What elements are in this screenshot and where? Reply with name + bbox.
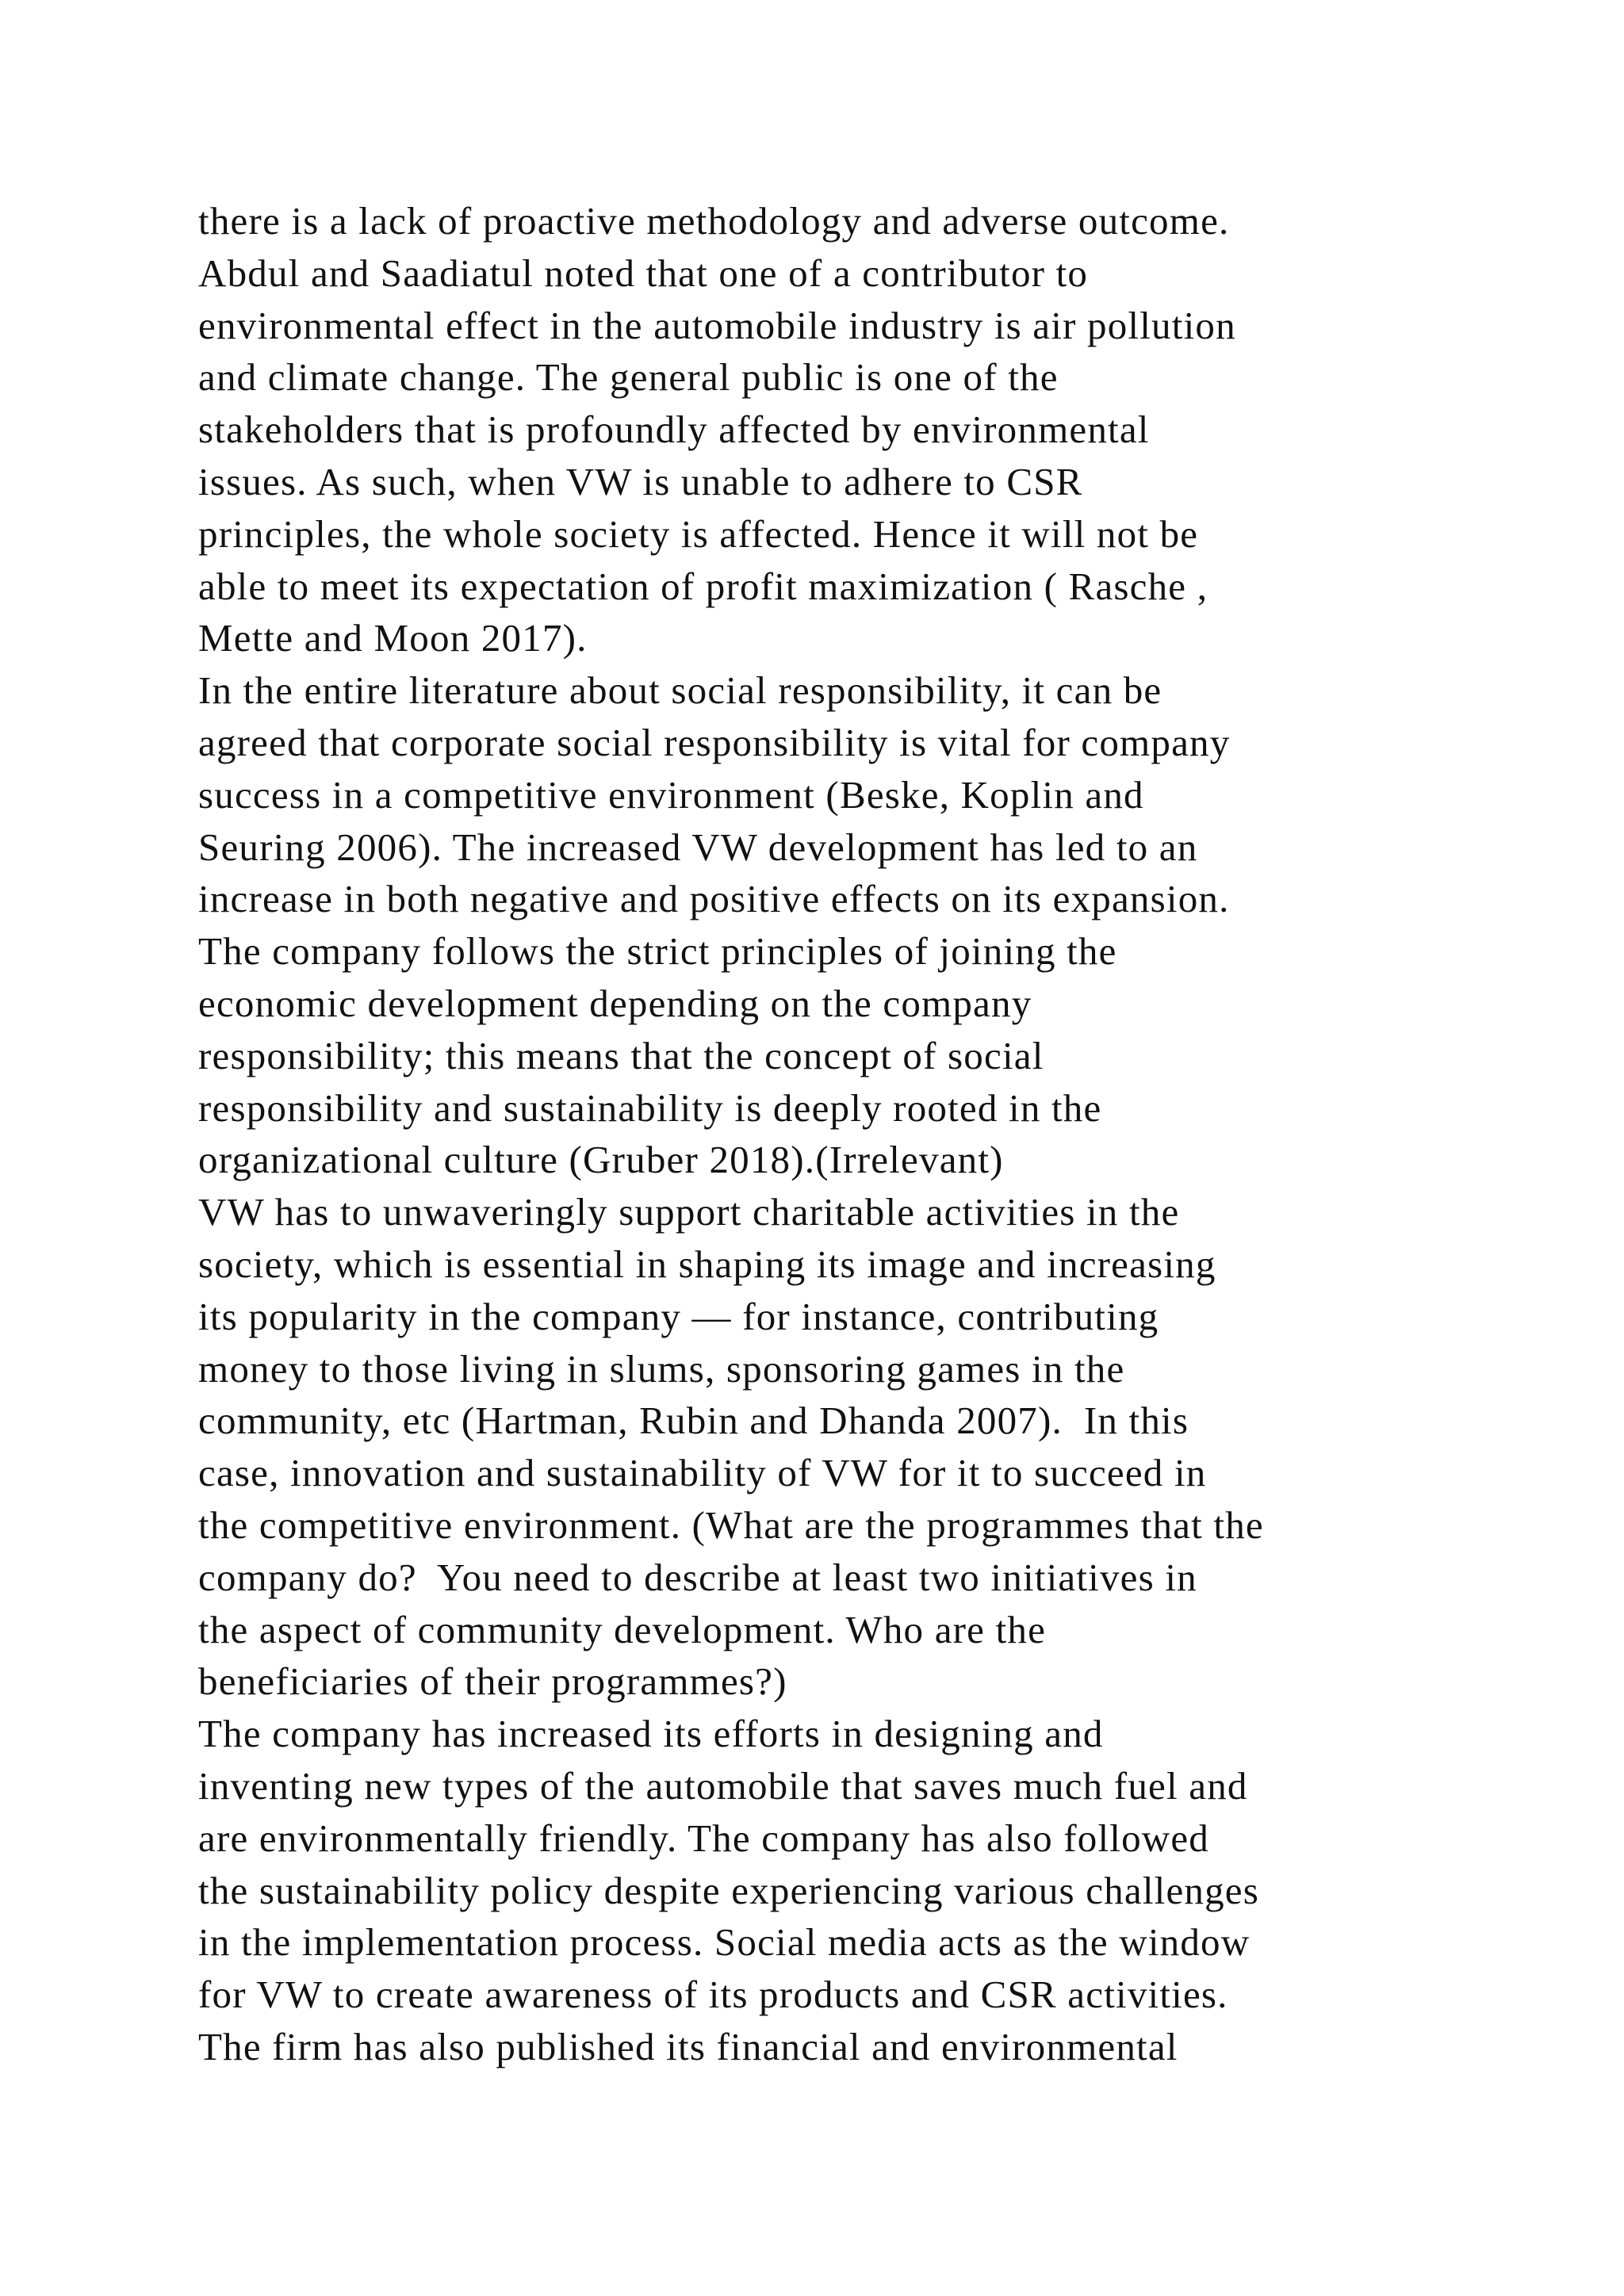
text-line: its popularity in the company — for instance, contributing bbox=[198, 1294, 1159, 1338]
body-text bbox=[198, 195, 1546, 2073]
text-line: company do? You need to describe at least two initiatives in bbox=[198, 1555, 1197, 1599]
text-line: the sustainability policy despite experiencing various challenges bbox=[198, 1868, 1260, 1912]
text-line: society, which is essential in shaping its image and increasing bbox=[198, 1242, 1216, 1286]
text-line: The firm has also published its financial and environmental bbox=[198, 2024, 1178, 2068]
text-line: responsibility and sustainability is deeply rooted in the bbox=[198, 1085, 1102, 1130]
text-line: In the entire literature about social responsibility, it can be bbox=[198, 668, 1162, 713]
text-line: Seuring 2006). The increased VW development has led to an bbox=[198, 825, 1198, 869]
text-line: community, etc (Hartman, Rubin and Dhanda 2007). In this bbox=[198, 1399, 1189, 1443]
text-line: and climate change. The general public is one of the bbox=[198, 355, 1059, 400]
text-line: the competitive environment. (What are the programmes that the bbox=[198, 1502, 1264, 1547]
text-line: inventing new types of the automobile that saves much fuel and bbox=[198, 1763, 1248, 1808]
text-line: case, innovation and sustainability of VW for it to succeed in bbox=[198, 1451, 1207, 1495]
text-line: issues. As such, when VW is unable to adhere to CSR bbox=[198, 459, 1083, 503]
text-line: principles, the whole society is affected. Hence it will not be bbox=[198, 511, 1199, 556]
text-line: in the implementation process. Social media acts as the window bbox=[198, 1920, 1251, 1965]
text-line: The company has increased its efforts in designing and bbox=[198, 1712, 1104, 1756]
text-line: responsibility; this means that the concept of social bbox=[198, 1033, 1044, 1077]
text-line: environmental effect in the automobile industry is air pollution bbox=[198, 303, 1236, 347]
text-line: for VW to create awareness of its products and CSR activities. bbox=[198, 1973, 1228, 2017]
text-line: agreed that corporate social responsibility is vital for company bbox=[198, 720, 1231, 764]
text-line: stakeholders that is profoundly affected by environmental bbox=[198, 408, 1150, 452]
text-line: success in a competitive environment (Beske, Koplin and bbox=[198, 772, 1144, 817]
text-line: organizational culture (Gruber 2018).(Irrelevant) bbox=[198, 1138, 1004, 1182]
text-line: are environmentally friendly. The company has also followed bbox=[198, 1816, 1210, 1860]
text-line: The company follows the strict principles of joining the bbox=[198, 929, 1117, 974]
text-line: money to those living in slums, sponsoring games in the bbox=[198, 1346, 1125, 1391]
text-line: VW has to unwaveringly support charitable activities in the bbox=[198, 1190, 1180, 1234]
text-line: Mette and Moon 2017). bbox=[198, 616, 588, 660]
text-line: increase in both negative and positive effects on its expansion. bbox=[198, 877, 1230, 921]
text-line: there is a lack of proactive methodology and adverse outcome. bbox=[198, 199, 1230, 243]
text-line: able to meet its expectation of profit maximization ( Rasche , bbox=[198, 564, 1208, 608]
text-line: beneficiaries of their programmes?) bbox=[198, 1659, 787, 1704]
text-line: economic development depending on the company bbox=[198, 981, 1032, 1025]
text-line: Abdul and Saadiatul noted that one of a contributor to bbox=[198, 251, 1089, 295]
text-line: the aspect of community development. Who are the bbox=[198, 1607, 1047, 1651]
